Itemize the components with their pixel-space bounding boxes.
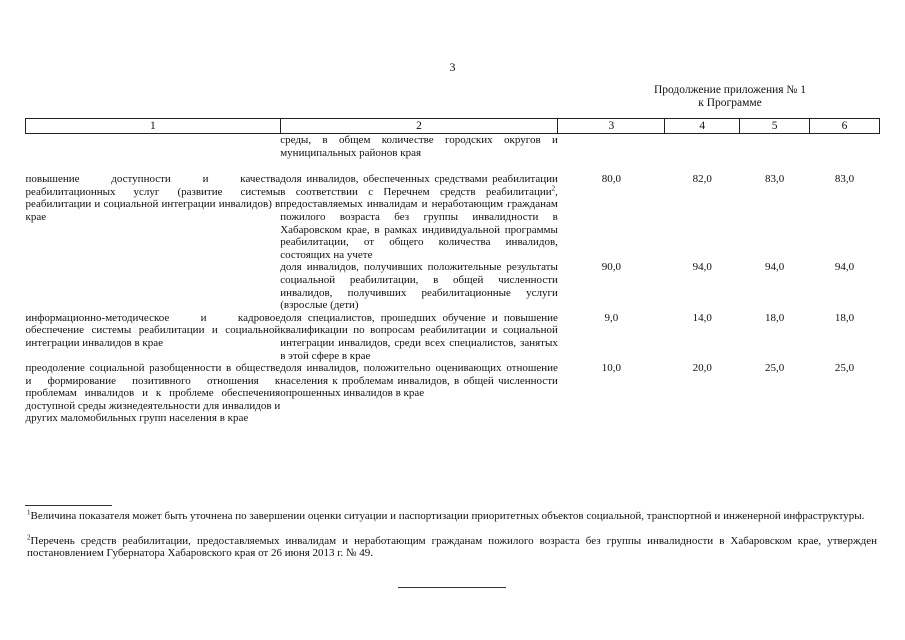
table-header-row xyxy=(26,119,880,134)
value-cell: 80,0 xyxy=(601,173,621,186)
indicators-table xyxy=(25,118,880,425)
indicator-cell: доля специалистов, прошедших обучение и повышение квалификации по вопросам реабилитации и социальной интеграции инвалидов, среди всех специалистов, занятых в этой сфере в крае xyxy=(280,311,558,362)
column-header-1: 1 xyxy=(26,119,281,134)
footnote-ref: 2 xyxy=(551,184,556,193)
task-cell xyxy=(26,134,281,174)
value-cell xyxy=(810,134,880,174)
task-cell: информационно-методическое и кадровое обеспечение системы реабилитации и социальной интеграции инвалидов в крае xyxy=(25,311,281,349)
value-cell: 25,0 xyxy=(764,362,785,375)
value-cell: 90,0 xyxy=(601,261,621,274)
value-cell xyxy=(665,134,740,174)
column-header-2: 2 xyxy=(280,119,558,134)
column-header-4: 4 xyxy=(665,119,740,134)
task-cell: преодоление социальной разобщенности в обществе и формирование позитивного отношения к проблемам инвалидов и к проблеме обеспечения доступной среды жизнедеятельности для инвалидов и других маломобильных групп населения в крае xyxy=(25,362,281,425)
column-header-3: 3 xyxy=(558,119,665,134)
footnote-text: Величина показателя может быть уточнена по завершении оценки ситуации и паспортизации приоритетных объектов социальной, транспортной и инженерной инфраструктуры. xyxy=(30,510,865,522)
task-cell xyxy=(26,261,281,311)
value-cell: 9,0 xyxy=(604,311,619,324)
indicator-cell: среды, в общем количестве городских округов и муниципальных районов края xyxy=(280,134,558,159)
value-cell: 20,0 xyxy=(692,362,712,375)
value-cell xyxy=(740,134,810,174)
footnote-mark: 2 xyxy=(27,533,31,542)
indicator-cell: доля инвалидов, положительно оценивающих отношение населения к проблемам инвалидов, в общей численности опрошенных инвалидов в крае xyxy=(280,362,558,400)
footnote-mark: 1 xyxy=(27,508,31,517)
value-cell: 94,0 xyxy=(834,261,855,274)
value-cell: 10,0 xyxy=(601,362,621,375)
appendix-continuation xyxy=(600,84,860,110)
footnote-separator xyxy=(25,505,112,506)
table-row xyxy=(26,312,880,362)
indicator-text: доля инвалидов, обеспеченных средствами реабилитации в соответствии с Перечнем средств реабилитации xyxy=(280,173,558,198)
indicator-cell: доля инвалидов, получивших положительные результаты социальной реабилитации, в общей численности инвалидов, получивших реабилитационные услуги (взрослые (дети) xyxy=(280,261,558,312)
continuation-line-2: к Программе xyxy=(698,97,762,109)
value-cell xyxy=(558,134,665,174)
indicator-cell xyxy=(280,173,558,261)
indicator-text: , предоставляемых инвалидам и неработающим гражданам пожилого возраста без группы инвалидности в Хабаровском крае, в рамках индивидуальной программы реабилитации, от общего количества инвалидов, состоящих на учете xyxy=(280,185,558,261)
column-header-5: 5 xyxy=(740,119,810,134)
table-row xyxy=(26,134,880,174)
value-cell: 18,0 xyxy=(764,311,785,324)
footnote-2 xyxy=(27,535,877,559)
value-cell: 94,0 xyxy=(692,261,712,274)
continuation-line-1: Продолжение приложения № 1 xyxy=(653,84,807,96)
table-row xyxy=(26,173,880,261)
value-cell: 18,0 xyxy=(834,311,855,324)
page-end-rule xyxy=(398,587,506,588)
value-cell: 83,0 xyxy=(834,173,855,186)
value-cell: 25,0 xyxy=(834,362,855,375)
column-header-6: 6 xyxy=(810,119,880,134)
value-cell: 83,0 xyxy=(764,173,785,186)
table-row xyxy=(26,261,880,311)
value-cell: 94,0 xyxy=(764,261,785,274)
footnote-text: Перечень средств реабилитации, предоставляемых инвалидам и неработающим гражданам пожилого возраста без группы инвалидности в Хабаровском крае, утвержден постановлением Губернатора Хабаровского края от 26 июня 2013 г. № 49. xyxy=(27,535,877,559)
task-cell: повышение доступности и качества реабилитационных услуг (развитие системы реабилитации и социальной интеграции инвалидов) в крае xyxy=(25,173,281,223)
page-number: 3 xyxy=(449,60,456,74)
value-cell: 14,0 xyxy=(692,311,712,324)
value-cell: 82,0 xyxy=(692,173,712,186)
table-row xyxy=(26,362,880,425)
footnote-1 xyxy=(27,510,877,522)
